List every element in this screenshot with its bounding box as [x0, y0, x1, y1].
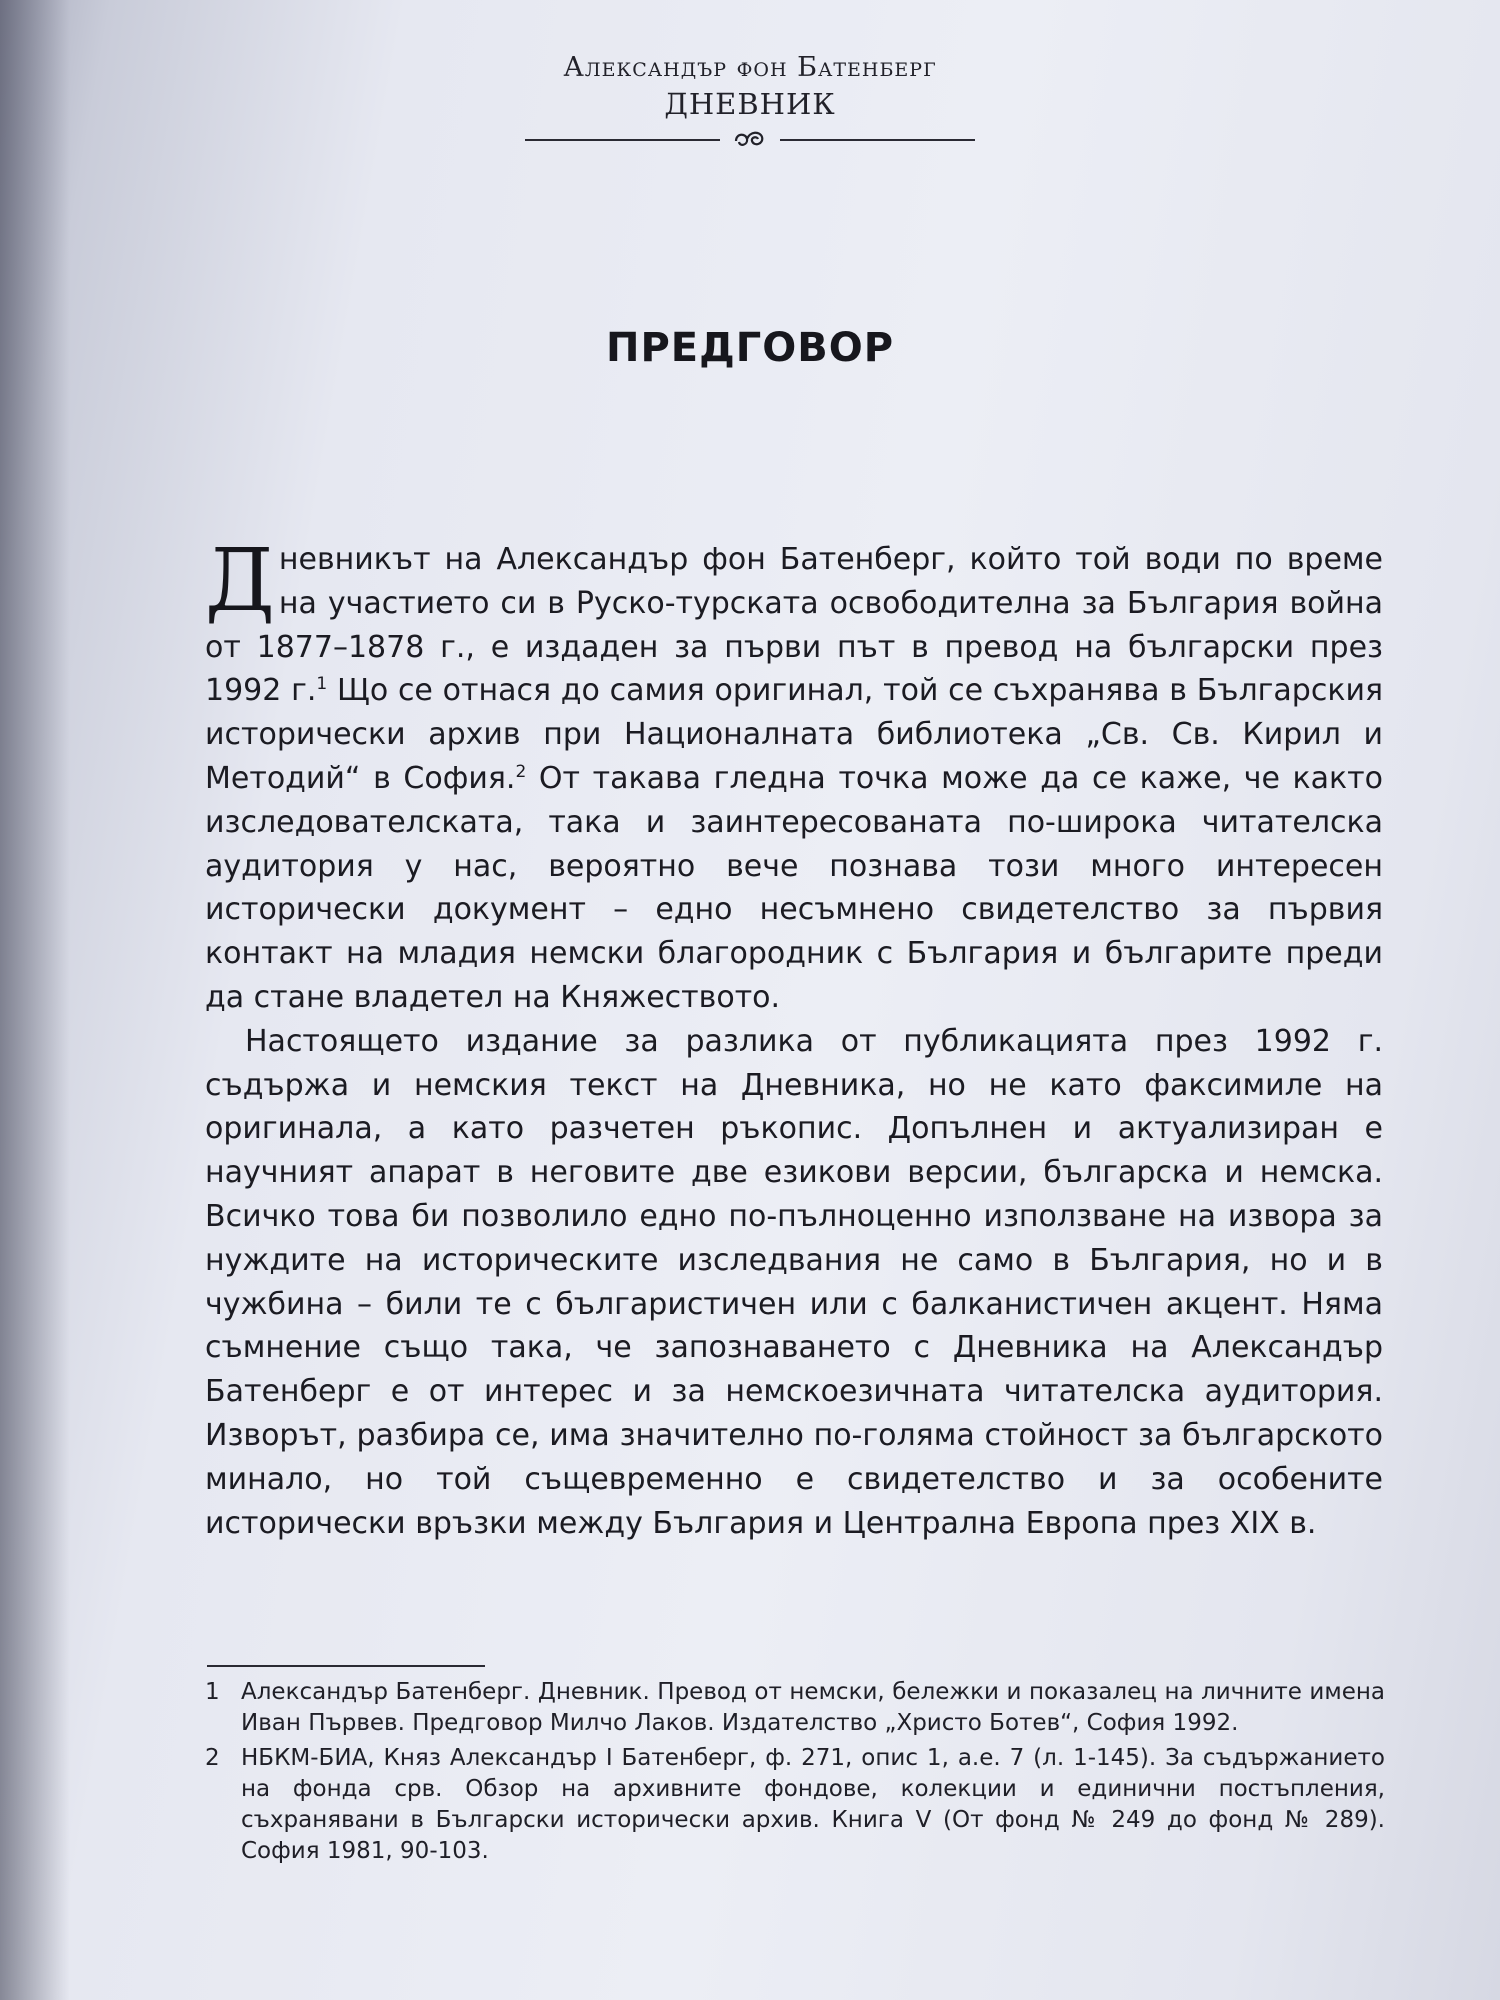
ornament-line-right [780, 139, 975, 141]
footnote-text: НБКМ-БИА, Княз Александър I Батенберг, ф. 271, опис 1, а.е. 7 (л. 1-145). За съдържанието на фонда срв. Обзор на архивните фондове, колекции и единични постъпления, съхранявани в Български исторически архив. Книга V (От фонд № 249 до фонд № 289). София 1981, 90-103. [241, 1745, 1385, 1864]
ornament-flourish-icon [730, 125, 770, 155]
ornament-line-left [525, 139, 720, 141]
footnotes [205, 1677, 1385, 1871]
header-ornament [525, 125, 975, 155]
header-title: ДНЕВНИК [664, 87, 836, 121]
footnote-ref-1: 1 [316, 674, 328, 695]
paragraph-1 [205, 531, 1384, 1020]
footnote-ref-2: 2 [515, 761, 527, 782]
page-edge-shadow [0, 0, 70, 2000]
footnote-text: Александър Батенберг. Дневник. Превод от немски, бележки и показалец на личните имена Иван Първев. Предговор Милчо Лаков. Издателство „Христо Ботев“, София 1992. [241, 1679, 1385, 1736]
footnote [205, 1743, 1385, 1867]
body-text [205, 531, 1384, 1545]
footnote-divider [207, 1665, 485, 1667]
paragraph-1-text-c: От такава гледна точка може да се каже, че както изследователската, така и заинтересованата по-широка читателска аудитория у нас, вероятно вече познава този много интересен исторически документ – едно несъмнено свидетелство за първия контакт на младия немски благородник с България и българите преди да стане владетел на Княжеството. [205, 760, 1384, 1015]
paragraph-1-text-a: невникът на Александър фон Батенберг, който той води по време на участието си в Руско-турската освободителна за България война от 1877–1878 г., е издаден за първи път в превод на български през 1992 г. [205, 542, 1383, 709]
header-author: Александър фон Батенберг [563, 52, 937, 83]
footnote-number: 1 [205, 1679, 220, 1705]
paragraph-1-text-b: Що се отнася до самия оригинал, той се съхранява в Българския исторически архив при Националната библиотека „Св. Св. Кирил и Методий“ в София. [205, 673, 1383, 796]
drop-cap: Д [205, 531, 275, 631]
paragraph-2: Настоящето издание за разлика от публикацията през 1992 г. съдържа и немския текст на Дневника, но не като факсимиле на оригинала, а като разчетен ръкопис. Допълнен и актуализиран е научният апарат в неговите две езикови версии, българска и немска. Всичко това би позволило едно по-пълноценно използване на извора за нуждите на историческите изследвания не само в България, но и в чужбина – били те с българистичен или с балканистичен акцент. Няма съмнение също така, че запознаването с Дневника на Александър Батенберг е от интерес и за немскоезичната читателска аудитория. Изворът, разбира се, има значително по-голяма стойност за българското минало, но той същевременно е свидетелство и за особените исторически връзки между България и Централна Европа през XIX в. [205, 1023, 1383, 1541]
chapter-title: ПРЕДГОВОР [605, 325, 895, 371]
running-header [0, 52, 1500, 155]
footnote-number: 2 [205, 1745, 220, 1771]
footnote [205, 1677, 1385, 1739]
